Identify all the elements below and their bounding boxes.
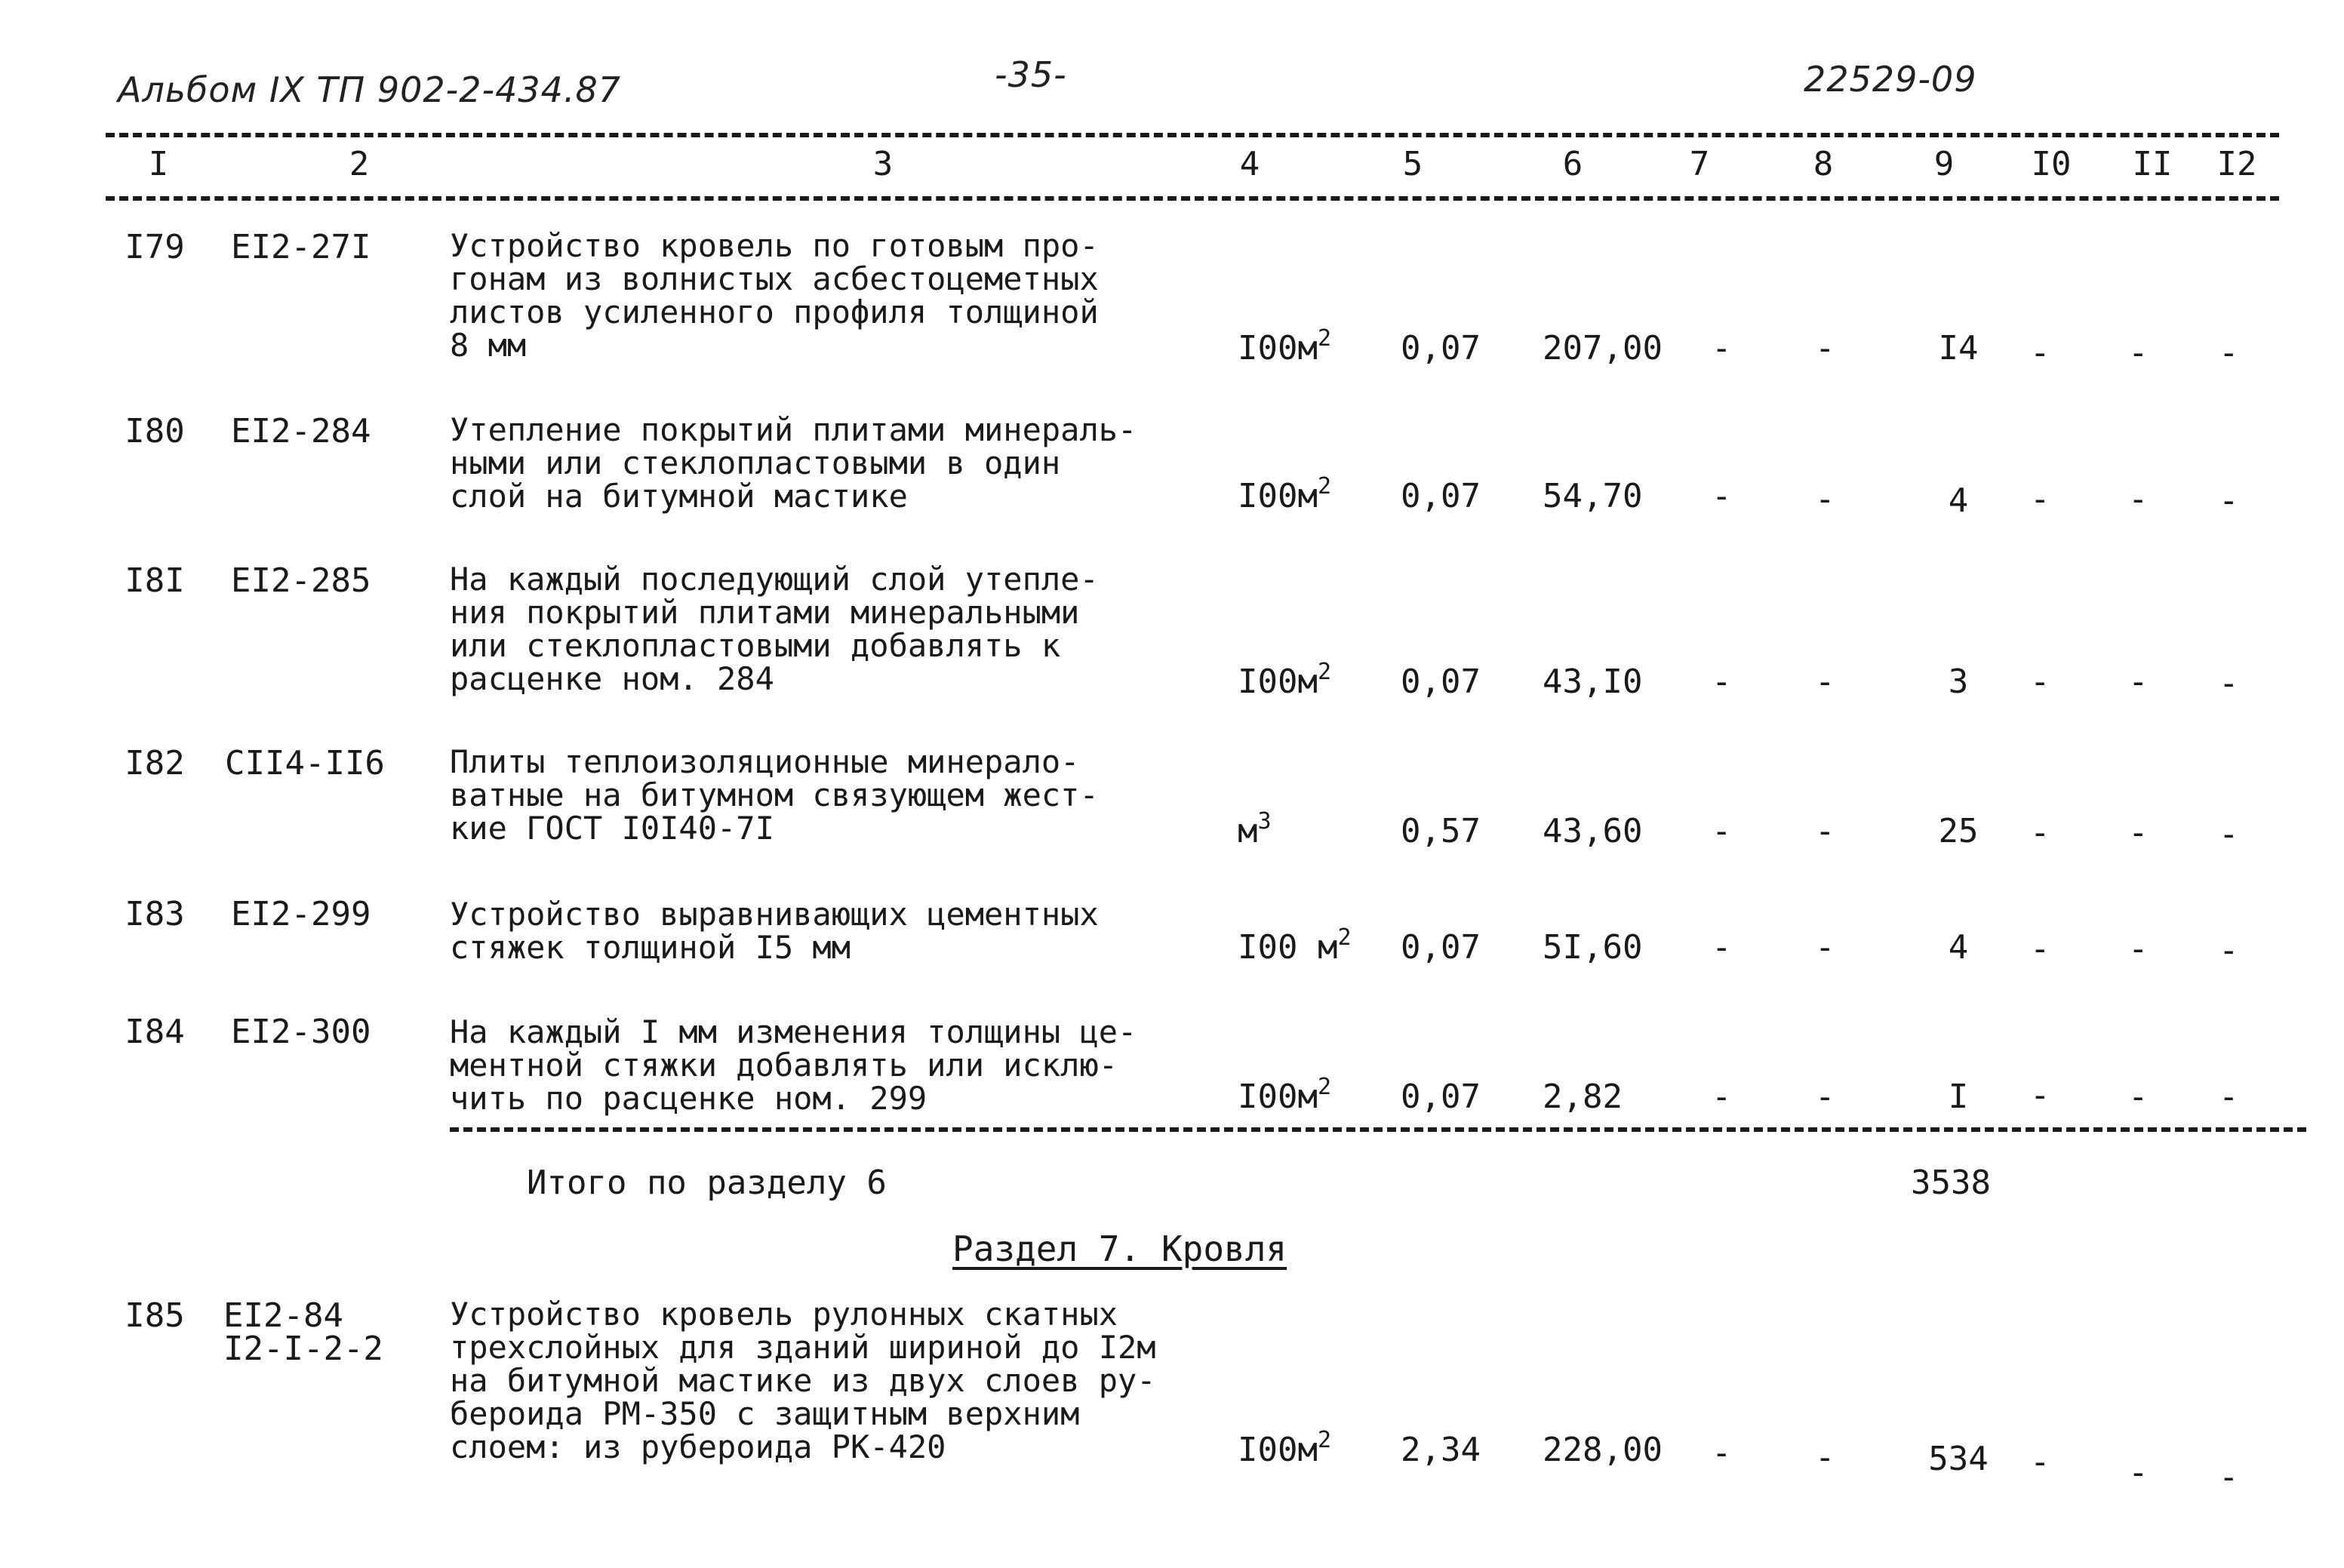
row-181-col7: - [1712, 663, 1732, 701]
row-182-price: 43,60 [1543, 812, 1643, 850]
row-185-col10: - [2030, 1443, 2050, 1481]
row-183-col7: - [1712, 928, 1732, 967]
row-182-code: CII4-II6 [225, 744, 385, 782]
row-181-col10: - [2030, 663, 2050, 701]
row-183-col12: - [2219, 931, 2239, 970]
row-182-col7: - [1712, 812, 1732, 850]
row-185-code-secondary: I2-I-2-2 [223, 1330, 383, 1368]
row-182-quantity: 0,57 [1401, 812, 1481, 850]
row-180-col11: - [2128, 480, 2149, 518]
row-179-col7: - [1712, 329, 1732, 367]
row-179-col11: - [2128, 334, 2149, 372]
row-185-col11: - [2128, 1453, 2149, 1492]
column-6-header: 6 [1562, 145, 1583, 183]
row-179-price: 207,00 [1543, 329, 1663, 367]
row-184-col9: I [1948, 1078, 1969, 1116]
row-182-col10: - [2030, 813, 2050, 852]
row-180-col12: - [2219, 481, 2239, 520]
row-185-number: I85 [125, 1296, 185, 1335]
row-180-col10: - [2030, 480, 2050, 518]
row-181-col9: 3 [1948, 663, 1969, 701]
row-182-col11: - [2128, 813, 2149, 852]
row-184-col10: - [2030, 1076, 2050, 1115]
row-180-number: I80 [125, 412, 185, 450]
row-179-unit-text: I00м [1238, 329, 1318, 367]
section-divider [450, 1127, 2306, 1132]
row-181-unit-text: I00м [1238, 663, 1318, 701]
row-179-col10: - [2030, 334, 2050, 372]
row-183-number: I83 [125, 895, 185, 933]
row-182-number: I82 [125, 744, 185, 782]
row-185-quantity: 2,34 [1401, 1431, 1481, 1469]
row-185-price: 228,00 [1543, 1431, 1663, 1469]
row-180-unit-text: I00м [1238, 477, 1318, 515]
row-185-col12: - [2219, 1458, 2239, 1496]
row-184-col12: - [2219, 1078, 2239, 1116]
row-184-col11: - [2128, 1078, 2149, 1116]
row-183-unit [1238, 924, 1352, 967]
row-182-col9: 25 [1938, 812, 1979, 850]
section-total-label: Итого по разделу 6 [527, 1164, 887, 1202]
row-183-price: 5I,60 [1543, 928, 1643, 967]
row-185-unit-text: I00м [1238, 1431, 1318, 1469]
row-179-code: EI2-27I [231, 228, 371, 266]
row-181-description: На каждый последующий слой утепле- ния покрытий плитами минеральными или стеклопластовыми добавлять к расценке ном. 284 [450, 561, 1099, 697]
row-184-price: 2,82 [1543, 1078, 1623, 1116]
row-179-number: I79 [125, 228, 185, 266]
row-183-description: Устройство выравнивающих цементных стяжек толщиной I5 мм [450, 896, 1099, 966]
column-5-header: 5 [1402, 145, 1423, 183]
document-code: 22529-09 [1804, 59, 1977, 100]
row-181-number: I8I [125, 561, 185, 600]
row-185-col8: - [1815, 1438, 1835, 1477]
row-179-unit-power: 2 [1317, 325, 1332, 352]
row-184-code: EI2-300 [231, 1013, 371, 1051]
row-183-unit-text: I00 м [1238, 928, 1338, 967]
row-184-quantity: 0,07 [1401, 1078, 1481, 1116]
row-181-col12: - [2219, 664, 2239, 703]
row-184-unit [1238, 1074, 1332, 1116]
section-total-value: 3538 [1911, 1164, 1991, 1202]
row-182-col8: - [1815, 812, 1835, 850]
row-184-unit-power: 2 [1317, 1074, 1332, 1100]
row-182-unit [1238, 808, 1272, 850]
row-180-unit-power: 2 [1317, 473, 1332, 500]
row-180-col7: - [1712, 477, 1732, 515]
row-180-col8: - [1815, 480, 1835, 518]
row-180-price: 54,70 [1543, 477, 1643, 515]
row-179-quantity: 0,07 [1401, 329, 1481, 367]
row-184-unit-text: I00м [1238, 1078, 1318, 1116]
row-180-unit [1238, 473, 1332, 515]
row-181-quantity: 0,07 [1401, 663, 1481, 701]
row-182-col12: - [2219, 815, 2239, 853]
column-12-header: I2 [2216, 145, 2257, 183]
section-7-title: Раздел 7. Кровля [952, 1228, 1287, 1269]
row-185-unit-power: 2 [1317, 1427, 1332, 1453]
row-184-number: I84 [125, 1013, 185, 1051]
row-185-code: EI2-84 [223, 1296, 343, 1335]
row-181-unit-power: 2 [1317, 659, 1332, 685]
column-10-header: I0 [2031, 145, 2072, 183]
row-179-col8: - [1815, 329, 1835, 367]
column-1-header: I [148, 145, 169, 183]
row-183-unit-power: 2 [1337, 924, 1352, 951]
header-bottom-divider [106, 196, 2279, 201]
row-182-description: Плиты теплоизоляционные минерало- ватные на битумном связующем жест- кие ГОСТ I0I40-7I [450, 743, 1099, 847]
row-182-unit-power: 3 [1257, 808, 1272, 835]
row-185-unit [1238, 1427, 1332, 1469]
row-183-col9: 4 [1948, 928, 1969, 967]
row-179-col9: I4 [1938, 329, 1979, 367]
row-181-code: EI2-285 [231, 561, 371, 600]
row-183-col8: - [1815, 928, 1835, 967]
row-184-description: На каждый I мм изменения толщины це- ментной стяжки добавлять или исклю- чить по расценке ном. 299 [450, 1013, 1137, 1117]
header-top-divider [106, 133, 2279, 137]
row-180-code: EI2-284 [231, 412, 371, 450]
row-183-quantity: 0,07 [1401, 928, 1481, 967]
row-184-col8: - [1815, 1078, 1835, 1116]
row-185-col7: - [1712, 1434, 1732, 1472]
row-180-col9: 4 [1948, 481, 1969, 520]
column-2-header: 2 [349, 145, 370, 183]
column-9-header: 9 [1933, 145, 1955, 183]
page-number: -35- [995, 54, 1067, 95]
row-181-col8: - [1815, 663, 1835, 701]
row-185-description: Устройство кровель рулонных скатных трехслойных для зданий шириной до I2м на битумной мастике из двух слоев ру- бероида РМ-350 с защитным верхним слоем: из рубероида РК-420 [450, 1296, 1156, 1465]
row-182-unit-text: м [1238, 812, 1258, 850]
row-180-quantity: 0,07 [1401, 477, 1481, 515]
row-181-price: 43,I0 [1543, 663, 1643, 701]
row-180-description: Утепление покрытий плитами минераль- ными или стеклопластовыми в один слой на битумной мастике [450, 411, 1137, 515]
album-title: Альбом IX ТП 902-2-434.87 [118, 69, 622, 110]
column-4-header: 4 [1239, 145, 1260, 183]
row-181-col11: - [2128, 663, 2149, 701]
row-185-col9: 534 [1928, 1440, 1989, 1478]
row-183-col11: - [2128, 930, 2149, 968]
row-179-unit [1238, 325, 1332, 367]
column-3-header: 3 [872, 145, 894, 183]
column-8-header: 8 [1813, 145, 1834, 183]
row-181-unit [1238, 659, 1332, 701]
column-11-header: II [2132, 145, 2173, 183]
row-184-col7: - [1712, 1078, 1732, 1116]
column-7-header: 7 [1689, 145, 1710, 183]
row-179-col12: - [2219, 334, 2239, 372]
row-183-code: EI2-299 [231, 895, 371, 933]
row-179-description: Устройство кровель по готовым про- гонам из волнистых асбестоцеметных листов усиленного профиля толщиной 8 мм [450, 227, 1099, 364]
row-183-col10: - [2030, 930, 2050, 968]
